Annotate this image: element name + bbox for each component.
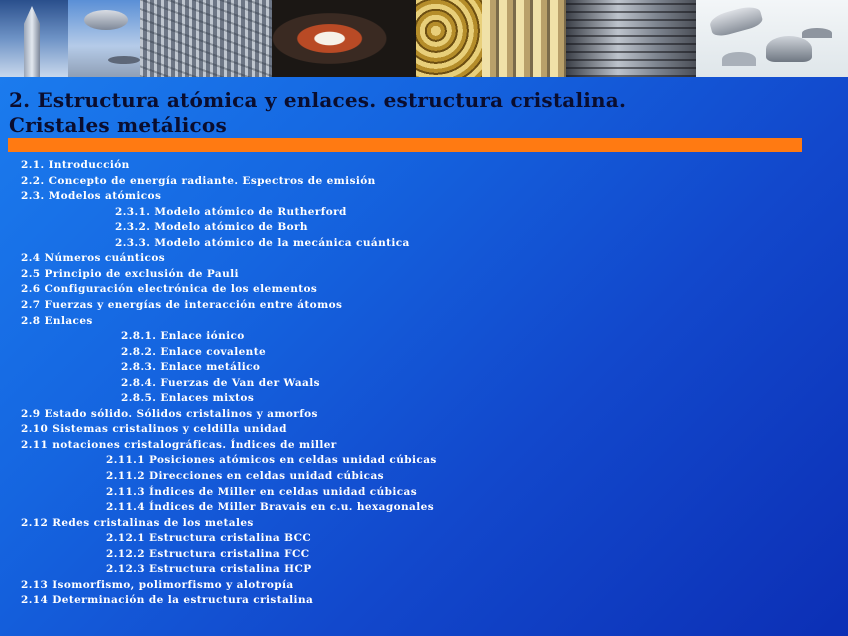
toc-item: 2.11.1 Posiciones atómicos en celdas unidad cúbicas [106,454,437,467]
slide-title [9,88,839,138]
toc-item: 2.11.4 Índices de Miller Bravais en c.u. hexagonales [106,501,435,514]
gold-tubes-photo [482,0,566,77]
toc-item: 2.3.2. Modelo atómico de Borh [115,221,308,234]
toc-item: 2.12.3 Estructura cristalina HCP [106,563,312,576]
brass-coils-photo [416,0,482,77]
title-underline-bar [8,138,802,152]
toc-item: 2.8.5. Enlaces mixtos [121,392,255,405]
toc-item: 2.3.1. Modelo atómico de Rutherford [115,205,347,218]
toc-item: 2.4 Números cuánticos [21,252,166,265]
toc-item: 2.8.3. Enlace metálico [121,361,261,374]
toc-item: 2.3.3. Modelo atómico de la mecánica cuántica [115,236,410,249]
toc-item: 2.12 Redes cristalinas de los metales [21,516,254,529]
toc-item: 2.10 Sistemas cristalinos y celdilla unidad [21,423,287,436]
toc-item: 2.13 Isomorfismo, polimorfismo y alotropía [21,578,294,591]
toc-item: 2.5 Principio de exclusión de Pauli [21,267,239,280]
toc-item: 2.6 Configuración electrónica de los elementos [21,283,318,296]
antenna-dish-photo [68,0,140,77]
toc-item: 2.11 notaciones cristalográficas. Índices de miller [21,438,337,451]
toc-item: 2.12.1 Estructura cristalina BCC [106,532,312,545]
header-photo-strip [0,0,848,77]
toc-item: 2.2. Concepto de energía radiante. Espectros de emisión [21,174,376,187]
skyscraper-photo [0,0,68,77]
race-driver-photo [272,0,416,77]
toc-item: 2.3. Modelos atómicos [21,190,162,203]
slide-title-line-2: Cristales metálicos [9,113,227,137]
toc-item: 2.8.2. Enlace covalente [121,345,267,358]
toc-item: 2.9 Estado sólido. Sólidos cristalinos y amorfos [21,407,318,420]
toc-item: 2.11.2 Direcciones en celdas unidad cúbicas [106,470,384,482]
toc-item: 2.14 Determinación de la estructura cristalina [21,594,314,607]
auto-parts-photo [696,0,848,77]
toc-item: 2.8 Enlaces [21,314,93,327]
metal-mesh-photo [140,0,272,77]
slide-title-line-1: 2. Estructura atómica y enlaces. estructura cristalina. [9,88,627,112]
toc-item: 2.8.1. Enlace iónico [121,330,245,343]
toc-item: 2.8.4. Fuerzas de Van der Waals [121,376,320,389]
toc-item: 2.1. Introducción [21,159,130,171]
toc-item: 2.7 Fuerzas y energías de interacción entre átomos [21,298,343,311]
steel-building-photo [566,0,696,77]
toc-item: 2.11.3 Índices de Miller en celdas unidad cúbicas [106,485,418,498]
toc-item: 2.12.2 Estructura cristalina FCC [106,547,310,560]
